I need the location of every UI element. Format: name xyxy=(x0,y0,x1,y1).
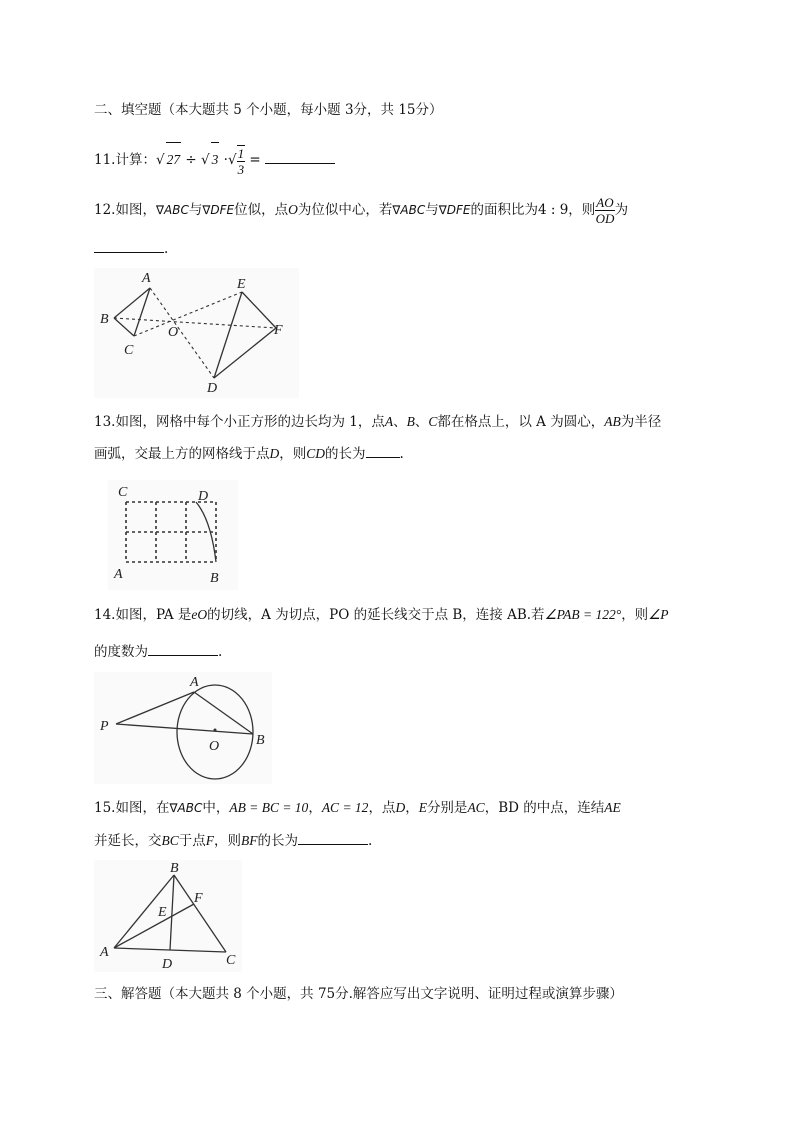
q14-text: 14.如图，PA 是 xyxy=(94,607,192,623)
q12-answer-blank[interactable] xyxy=(94,238,164,253)
q14-angle-p: ∠P xyxy=(648,607,669,622)
q13-answer-blank[interactable] xyxy=(366,443,400,458)
q12-label-o: O xyxy=(168,325,179,340)
question-14-line-2 xyxy=(94,641,222,662)
q12-period: . xyxy=(164,241,169,257)
q15-answer-blank[interactable] xyxy=(298,830,368,845)
q13-label-b: B xyxy=(210,571,219,586)
q15-point-f: F xyxy=(205,833,215,848)
q14-text: ，则 xyxy=(621,607,649,623)
q15-text: 中， xyxy=(202,800,230,816)
q15-period: . xyxy=(368,833,373,849)
q12-fraction-denominator: OD xyxy=(595,211,615,226)
q15-text: 分别是 xyxy=(426,800,468,816)
q11-fraction xyxy=(237,145,246,177)
question-12-line-2 xyxy=(94,238,168,259)
q12-fraction-numerator: AO xyxy=(596,195,614,210)
q13-text: 都在格点上，以 A 为圆心， xyxy=(437,414,605,430)
q12-label-b: B xyxy=(100,312,109,327)
question-15-line-1 xyxy=(94,798,621,818)
q12-point-o: O xyxy=(288,202,298,217)
q13-label-d: D xyxy=(198,489,209,504)
q12-label-f: F xyxy=(274,323,283,338)
q14-text: 的切线，A 为切点，PO 的延长线交于点 B，连接 AB.若 xyxy=(207,607,545,623)
q15-label-a: A xyxy=(100,945,109,960)
q14-angle-pab: ∠PAB = 122° xyxy=(544,607,622,622)
q14-label-b: B xyxy=(256,733,265,748)
q13-text: 画弧，交最上方的网格线于点 xyxy=(94,446,270,462)
q13-point-d: D xyxy=(269,446,280,461)
q14-label-a: A xyxy=(190,675,199,690)
q12-text: 与 xyxy=(188,202,203,218)
q15-text: 的长为 xyxy=(257,833,299,849)
question-13-line-1 xyxy=(94,412,661,432)
q15-text: ，BD 的中点，连结 xyxy=(484,800,605,816)
q15-text: 于点 xyxy=(178,833,206,849)
q14-figure xyxy=(94,672,272,784)
q15-label-f: F xyxy=(194,891,203,906)
q11-fraction-denominator: 3 xyxy=(237,161,245,177)
q13-point-a: A xyxy=(384,414,394,429)
question-13-line-2 xyxy=(94,443,404,464)
q11-prefix: 11.计算： xyxy=(94,152,156,168)
q12-label-c: C xyxy=(124,343,134,358)
q15-text: ，点 xyxy=(368,800,396,816)
q14-label-p: P xyxy=(100,719,109,734)
question-12-line-1 xyxy=(94,192,628,228)
q12-suffix: 为 xyxy=(614,202,629,218)
section-3-title: 三、解答题（本大题共 8 个小题，共 75分.解答应写出文字说明、证明过程或演算步骤） xyxy=(94,986,623,1002)
q13-point-c: C xyxy=(428,414,438,429)
q12-text: 为位似中心，若 xyxy=(297,202,393,218)
q12-prefix: 12.如图， xyxy=(94,202,156,218)
q13-text: ，则 xyxy=(279,446,307,462)
q13-text: 13.如图，网格中每个小正方形的边长均为 1，点 xyxy=(94,414,385,430)
q12-triangle-abc: ∇ABC xyxy=(392,203,426,217)
q13-label-a: A xyxy=(114,567,123,582)
q12-figure xyxy=(94,268,299,398)
q12-text: 与 xyxy=(425,202,439,218)
q13-text: 为半径 xyxy=(620,414,662,430)
q12-text: ，则 xyxy=(568,202,596,218)
q15-segment-bf: BF xyxy=(241,833,258,848)
q15-segment-ac: AC xyxy=(467,800,485,815)
q15-segment-ae: AE xyxy=(604,800,621,815)
q12-ratio: 4 : 9 xyxy=(537,202,569,218)
q15-triangle-abc: ∇ABC xyxy=(169,801,203,815)
q13-point-b: B xyxy=(406,414,415,429)
q12-label-d: D xyxy=(207,381,218,396)
q15-label-e: E xyxy=(158,905,167,920)
question-11: 11.计算：√ 27 ÷ √ 3 ·√ $\frac{1}{3}$ = xyxy=(94,142,335,176)
q11-radicand-27: 27 xyxy=(166,142,182,177)
q14-text: 的度数为 xyxy=(94,644,148,660)
q15-point-e: E xyxy=(418,800,427,815)
q11-radicand-3: 3 xyxy=(211,142,220,177)
q12-text: 位似，点 xyxy=(234,202,289,218)
q14-period: . xyxy=(218,644,223,660)
q12-text: 的面积比为 xyxy=(470,202,538,218)
q15-segment-bc: BC xyxy=(161,833,179,848)
q12-fraction xyxy=(595,195,614,226)
q15-text: ，则 xyxy=(214,833,242,849)
q12-label-a: A xyxy=(142,271,151,286)
q13-sep: 、 xyxy=(414,414,429,430)
q12-triangle-dfe: ∇DFE xyxy=(438,203,471,217)
q12-triangle-dfe: ∇DFE xyxy=(202,203,235,217)
q11-divide: ÷ xyxy=(185,152,197,168)
q15-sep: ， xyxy=(405,800,419,816)
q12-triangle-abc: ∇ABC xyxy=(155,203,189,217)
q15-equation-ab-bc: AB = BC = 10 xyxy=(229,800,309,815)
q15-equation-ac: AC = 12 xyxy=(321,800,369,815)
q13-label-c: C xyxy=(118,485,128,500)
question-15-line-2 xyxy=(94,830,372,851)
q14-circle-symbol: e xyxy=(191,607,198,622)
q15-text: 并延长，交 xyxy=(94,833,162,849)
q15-point-d: D xyxy=(395,800,406,815)
q13-figure xyxy=(108,480,238,590)
q15-label-b: B xyxy=(170,861,179,876)
q13-text: 的长为 xyxy=(325,446,366,462)
question-14-line-1 xyxy=(94,605,669,625)
q13-segment-cd: CD xyxy=(306,446,326,461)
q13-period: . xyxy=(399,446,404,462)
q14-label-o: O xyxy=(209,739,220,754)
q14-point-o: O xyxy=(197,607,208,622)
q11-answer-blank[interactable] xyxy=(265,149,335,164)
q14-answer-blank[interactable] xyxy=(148,641,218,656)
q11-dot: · xyxy=(223,152,228,168)
q15-text: 15.如图，在 xyxy=(94,800,170,816)
q15-label-d: D xyxy=(162,957,173,972)
q13-sep: 、 xyxy=(393,414,407,430)
section-2-title: 二、填空题（本大题共 5 个小题，每小题 3分，共 15分） xyxy=(94,102,443,118)
q15-sep: ， xyxy=(308,800,322,816)
q11-equals: = xyxy=(249,152,261,168)
q15-label-c: C xyxy=(226,953,236,968)
q12-label-e: E xyxy=(237,277,246,292)
q15-figure xyxy=(94,860,242,972)
q11-fraction-numerator: 1 xyxy=(237,145,245,161)
q13-segment-ab: AB xyxy=(604,414,621,429)
